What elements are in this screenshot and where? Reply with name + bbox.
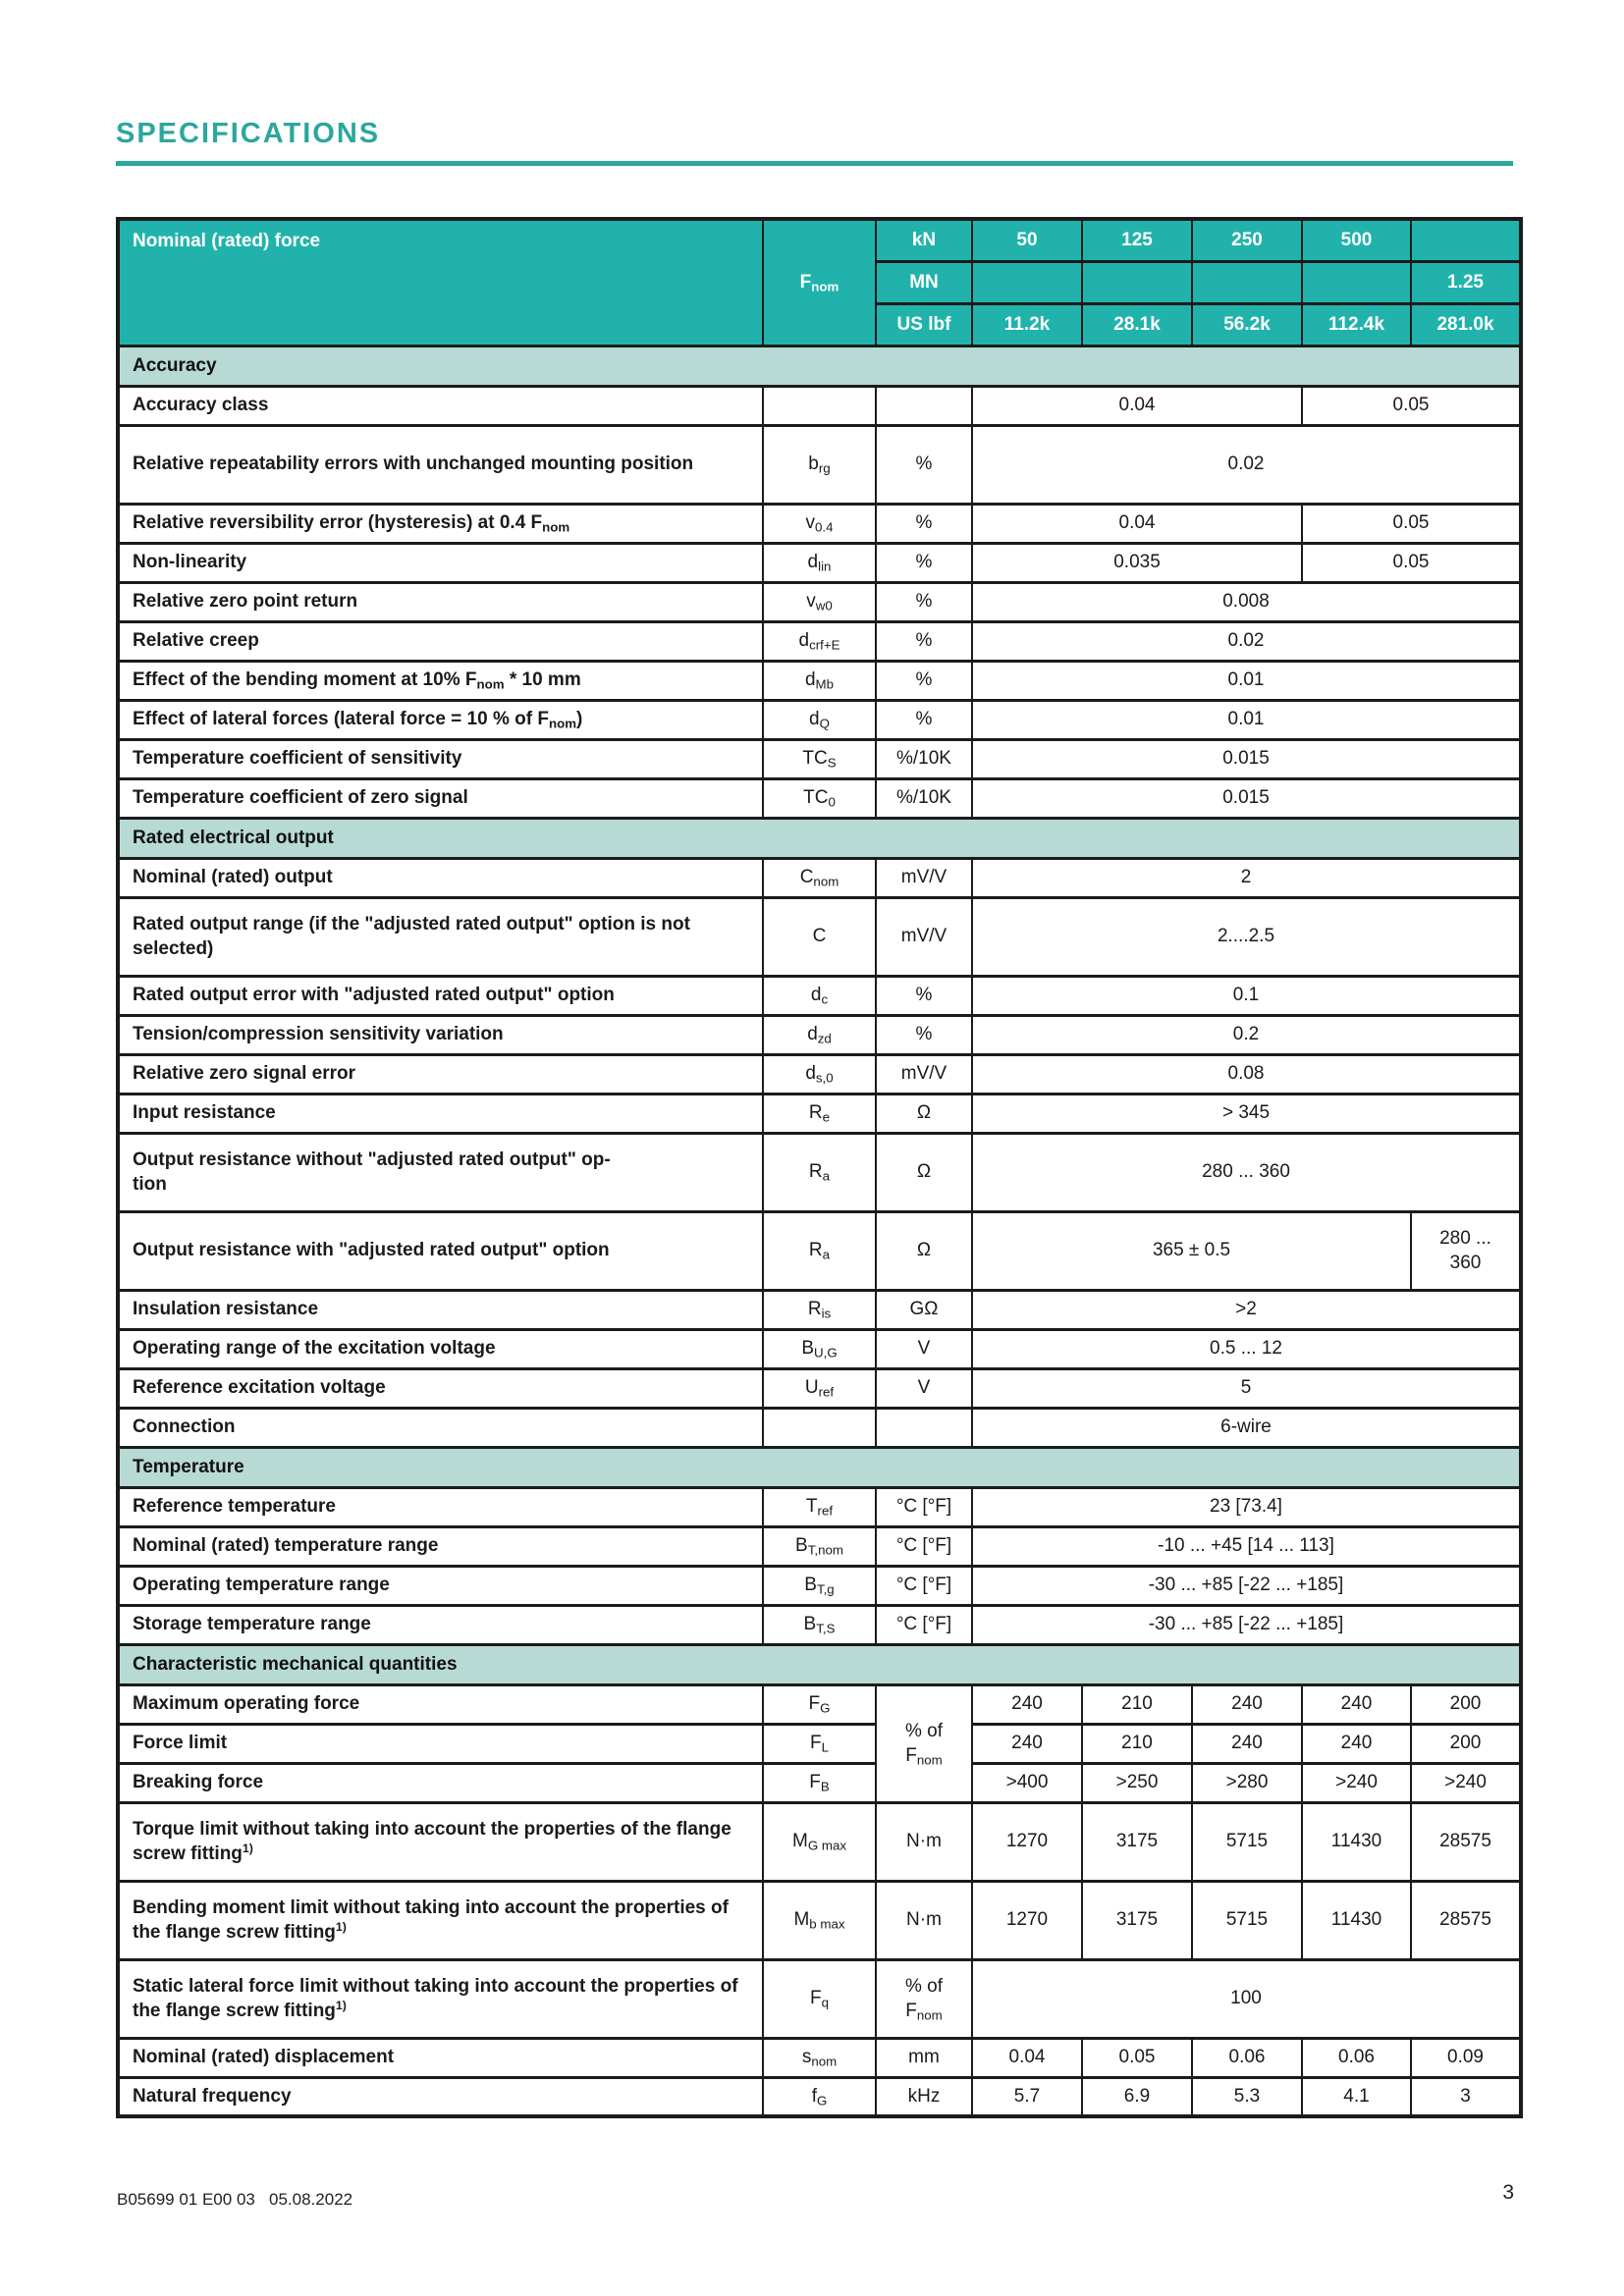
symbol-cell: $v_{0.4}$ xyxy=(763,504,876,543)
value-cell: >280 xyxy=(1192,1763,1302,1802)
value-cell: 200 xyxy=(1411,1724,1521,1763)
spec-row xyxy=(118,1368,1521,1408)
header-value-cell xyxy=(972,261,1082,303)
header-value-cell xyxy=(1411,219,1521,261)
spec-label-cell: Reference temperature xyxy=(118,1487,763,1526)
symbol-cell: $U_{ref}$ xyxy=(763,1368,876,1408)
header-label-cell: Nominal (rated) force xyxy=(118,219,763,346)
value-cell: 240 xyxy=(972,1724,1082,1763)
value-cell: 0.02 xyxy=(972,621,1521,661)
unit-cell: GΩ xyxy=(876,1290,972,1329)
symbol-cell: $R_a$ xyxy=(763,1211,876,1290)
spec-row xyxy=(118,386,1521,425)
value-cell: 240 xyxy=(1302,1684,1411,1724)
value-cell: 0.015 xyxy=(972,739,1521,778)
value-cell: 0.5 ... 12 xyxy=(972,1329,1521,1368)
value-cell: 0.035 xyxy=(972,543,1302,582)
spec-label-cell: Relative reversibility error (hysteresis) at 0.4 $F_{nom}$ xyxy=(118,504,763,543)
value-cell: 100 xyxy=(972,1959,1521,2038)
value-cell: 5715 xyxy=(1192,1802,1302,1881)
value-cell: 2....2.5 xyxy=(972,897,1521,976)
unit-cell: % xyxy=(876,976,972,1015)
symbol-cell: $f_G$ xyxy=(763,2077,876,2116)
section-header-row xyxy=(118,1447,1521,1487)
spec-label-cell: Relative zero signal error xyxy=(118,1054,763,1094)
symbol-cell: $d_Q$ xyxy=(763,700,876,739)
spec-row xyxy=(118,543,1521,582)
specifications-table xyxy=(116,217,1523,2118)
spec-label-cell: Operating temperature range xyxy=(118,1566,763,1605)
unit-cell: % xyxy=(876,700,972,739)
value-cell: 210 xyxy=(1082,1684,1192,1724)
unit-cell: % xyxy=(876,1015,972,1054)
header-value-cell: 500 xyxy=(1302,219,1411,261)
value-cell: 0.09 xyxy=(1411,2038,1521,2077)
spec-label-cell: Accuracy class xyxy=(118,386,763,425)
spec-row xyxy=(118,1684,1521,1724)
unit-cell xyxy=(876,386,972,425)
document-number: B05699 01 E00 03 05.08.2022 xyxy=(117,2190,353,2209)
header-value-cell: 281.0k xyxy=(1411,303,1521,346)
value-cell: 23 [73.4] xyxy=(972,1487,1521,1526)
unit-cell: % xyxy=(876,661,972,700)
spec-row xyxy=(118,1211,1521,1290)
symbol-cell: $M_{G max}$ xyxy=(763,1802,876,1881)
spec-row xyxy=(118,2038,1521,2077)
symbol-cell: $d_{lin}$ xyxy=(763,543,876,582)
spec-label-cell: Relative repeatability errors with unchanged mounting position xyxy=(118,425,763,504)
value-cell: 0.08 xyxy=(972,1054,1521,1094)
unit-cell: % xyxy=(876,582,972,621)
symbol-cell: $T_{ref}$ xyxy=(763,1487,876,1526)
spec-label-cell: Bending moment limit without taking into account the properties of the flange screw fitting$^{1)}$ xyxy=(118,1881,763,1959)
spec-row xyxy=(118,1959,1521,2038)
header-value-cell xyxy=(1192,261,1302,303)
symbol-cell: $B_{T,nom}$ xyxy=(763,1526,876,1566)
symbol-cell: $C_{nom}$ xyxy=(763,858,876,897)
spec-label-cell: Connection xyxy=(118,1408,763,1447)
value-cell: 0.02 xyxy=(972,425,1521,504)
value-cell: -30 ... +85 [-22 ... +185] xyxy=(972,1605,1521,1644)
title-underline xyxy=(116,161,1513,166)
value-cell: 11430 xyxy=(1302,1802,1411,1881)
spec-row xyxy=(118,1329,1521,1368)
spec-row xyxy=(118,1566,1521,1605)
spec-label-cell: Natural frequency xyxy=(118,2077,763,2116)
symbol-cell: $B_{T,S}$ xyxy=(763,1605,876,1644)
unit-cell: °C [°F] xyxy=(876,1487,972,1526)
section-header-cell: Accuracy xyxy=(118,346,1521,386)
spec-row xyxy=(118,1015,1521,1054)
spec-row xyxy=(118,1763,1521,1802)
unit-cell: Ω xyxy=(876,1133,972,1211)
header-symbol-cell: $F_{nom}$ xyxy=(763,219,876,346)
value-cell: >2 xyxy=(972,1290,1521,1329)
unit-cell: % xyxy=(876,621,972,661)
value-cell: 3175 xyxy=(1082,1802,1192,1881)
value-cell: 280 ... 360 xyxy=(1411,1211,1521,1290)
unit-cell: °C [°F] xyxy=(876,1566,972,1605)
unit-cell: mV/V xyxy=(876,858,972,897)
spec-row xyxy=(118,661,1521,700)
spec-label-cell: Temperature coefficient of sensitivity xyxy=(118,739,763,778)
header-unit-cell: US lbf xyxy=(876,303,972,346)
spec-row xyxy=(118,1408,1521,1447)
spec-row xyxy=(118,1881,1521,1959)
header-unit-cell: kN xyxy=(876,219,972,261)
symbol-cell: $F_G$ xyxy=(763,1684,876,1724)
symbol-cell: $B_{T,g}$ xyxy=(763,1566,876,1605)
spec-row xyxy=(118,1487,1521,1526)
value-cell: >400 xyxy=(972,1763,1082,1802)
header-value-cell: 50 xyxy=(972,219,1082,261)
value-cell: 240 xyxy=(1192,1724,1302,1763)
value-cell: 1270 xyxy=(972,1802,1082,1881)
value-cell: 0.05 xyxy=(1302,386,1521,425)
value-cell: -30 ... +85 [-22 ... +185] xyxy=(972,1566,1521,1605)
value-cell: -10 ... +45 [14 ... 113] xyxy=(972,1526,1521,1566)
unit-cell: % of $F_{nom}$ xyxy=(876,1959,972,2038)
value-cell: 0.05 xyxy=(1302,504,1521,543)
unit-cell: V xyxy=(876,1368,972,1408)
spec-row xyxy=(118,1290,1521,1329)
value-cell: 210 xyxy=(1082,1724,1192,1763)
unit-cell: V xyxy=(876,1329,972,1368)
spec-label-cell: Temperature coefficient of zero signal xyxy=(118,778,763,818)
header-value-cell: 11.2k xyxy=(972,303,1082,346)
value-cell: 2 xyxy=(972,858,1521,897)
unit-cell xyxy=(876,1408,972,1447)
symbol-cell: $d_{zd}$ xyxy=(763,1015,876,1054)
value-cell: 0.1 xyxy=(972,976,1521,1015)
value-cell: 0.04 xyxy=(972,2038,1082,2077)
value-cell: 240 xyxy=(972,1684,1082,1724)
spec-row xyxy=(118,582,1521,621)
symbol-cell xyxy=(763,386,876,425)
value-cell: 240 xyxy=(1192,1684,1302,1724)
spec-label-cell: Relative creep xyxy=(118,621,763,661)
header-value-cell: 56.2k xyxy=(1192,303,1302,346)
value-cell: 0.2 xyxy=(972,1015,1521,1054)
spec-row xyxy=(118,1094,1521,1133)
spec-label-cell: Static lateral force limit without taking into account the properties of the flange screw fitting$^{1)}$ xyxy=(118,1959,763,2038)
value-cell: 0.04 xyxy=(972,504,1302,543)
unit-cell: % of $F_{nom}$ xyxy=(876,1684,972,1802)
value-cell: 0.06 xyxy=(1302,2038,1411,2077)
value-cell: >240 xyxy=(1411,1763,1521,1802)
value-cell: 280 ... 360 xyxy=(972,1133,1521,1211)
symbol-cell xyxy=(763,1408,876,1447)
symbol-cell: $TC_0$ xyxy=(763,778,876,818)
spec-row xyxy=(118,1526,1521,1566)
spec-label-cell: Nominal (rated) output xyxy=(118,858,763,897)
value-cell: 0.01 xyxy=(972,661,1521,700)
spec-label-cell: Input resistance xyxy=(118,1094,763,1133)
unit-cell: N·m xyxy=(876,1802,972,1881)
spec-row xyxy=(118,621,1521,661)
value-cell: 200 xyxy=(1411,1684,1521,1724)
value-cell: 0.01 xyxy=(972,700,1521,739)
spec-row xyxy=(118,976,1521,1015)
unit-cell: kHz xyxy=(876,2077,972,2116)
value-cell: 0.015 xyxy=(972,778,1521,818)
value-cell: 3 xyxy=(1411,2077,1521,2116)
value-cell: 5.3 xyxy=(1192,2077,1302,2116)
value-cell: 6-wire xyxy=(972,1408,1521,1447)
unit-cell: Ω xyxy=(876,1211,972,1290)
value-cell: 28575 xyxy=(1411,1802,1521,1881)
unit-cell: % xyxy=(876,504,972,543)
header-value-cell: 250 xyxy=(1192,219,1302,261)
symbol-cell: $F_B$ xyxy=(763,1763,876,1802)
spec-label-cell: Force limit xyxy=(118,1724,763,1763)
section-header-row xyxy=(118,1644,1521,1684)
value-cell: >240 xyxy=(1302,1763,1411,1802)
value-cell: 0.05 xyxy=(1082,2038,1192,2077)
symbol-cell: $F_q$ xyxy=(763,1959,876,2038)
section-header-cell: Temperature xyxy=(118,1447,1521,1487)
header-value-cell: 1.25 xyxy=(1411,261,1521,303)
symbol-cell: $R_a$ xyxy=(763,1133,876,1211)
spec-label-cell: Maximum operating force xyxy=(118,1684,763,1724)
spec-label-cell: Reference excitation voltage xyxy=(118,1368,763,1408)
spec-row xyxy=(118,1802,1521,1881)
symbol-cell: $v_{w0}$ xyxy=(763,582,876,621)
value-cell: 5.7 xyxy=(972,2077,1082,2116)
page-number: 3 xyxy=(1502,2181,1514,2204)
value-cell: 0.06 xyxy=(1192,2038,1302,2077)
value-cell: 11430 xyxy=(1302,1881,1411,1959)
unit-cell: Ω xyxy=(876,1094,972,1133)
spec-label-cell: Nominal (rated) displacement xyxy=(118,2038,763,2077)
symbol-cell: $R_e$ xyxy=(763,1094,876,1133)
section-header-row xyxy=(118,818,1521,858)
spec-label-cell: Output resistance with "adjusted rated output" option xyxy=(118,1211,763,1290)
header-value-cell xyxy=(1082,261,1192,303)
symbol-cell: C xyxy=(763,897,876,976)
section-header-cell: Rated electrical output xyxy=(118,818,1521,858)
header-value-cell: 28.1k xyxy=(1082,303,1192,346)
header-value-cell xyxy=(1302,261,1411,303)
spec-row xyxy=(118,858,1521,897)
unit-cell: °C [°F] xyxy=(876,1526,972,1566)
symbol-cell: $F_L$ xyxy=(763,1724,876,1763)
value-cell: 0.05 xyxy=(1302,543,1521,582)
unit-cell: mV/V xyxy=(876,897,972,976)
spec-label-cell: Effect of the bending moment at 10% $F_{nom} * 10$ mm xyxy=(118,661,763,700)
symbol-cell: $d_{s,0}$ xyxy=(763,1054,876,1094)
spec-label-cell: Tension/compression sensitivity variation xyxy=(118,1015,763,1054)
symbol-cell: $R_{is}$ xyxy=(763,1290,876,1329)
unit-cell: mV/V xyxy=(876,1054,972,1094)
spec-row xyxy=(118,739,1521,778)
header-value-cell: 112.4k xyxy=(1302,303,1411,346)
spec-row xyxy=(118,1054,1521,1094)
value-cell: >250 xyxy=(1082,1763,1192,1802)
value-cell: 1270 xyxy=(972,1881,1082,1959)
spec-label-cell: Relative zero point return xyxy=(118,582,763,621)
unit-cell: %/10K xyxy=(876,739,972,778)
spec-row xyxy=(118,2077,1521,2116)
symbol-cell: $d_c$ xyxy=(763,976,876,1015)
spec-label-cell: Effect of lateral forces (lateral force = 10 % of $F_{nom}$) xyxy=(118,700,763,739)
spec-label-cell: Torque limit without taking into account the properties of the flange screw fitting$^{1)}$ xyxy=(118,1802,763,1881)
section-header-cell: Characteristic mechanical quantities xyxy=(118,1644,1521,1684)
value-cell: 28575 xyxy=(1411,1881,1521,1959)
spec-row xyxy=(118,1724,1521,1763)
symbol-cell: $B_{U,G}$ xyxy=(763,1329,876,1368)
spec-label-cell: Breaking force xyxy=(118,1763,763,1802)
value-cell: 365 ± 0.5 xyxy=(972,1211,1411,1290)
value-cell: 0.04 xyxy=(972,386,1302,425)
symbol-cell: $TC_S$ xyxy=(763,739,876,778)
spec-label-cell: Insulation resistance xyxy=(118,1290,763,1329)
page-title: SPECIFICATIONS xyxy=(116,118,381,149)
symbol-cell: $d_{Mb}$ xyxy=(763,661,876,700)
value-cell: 4.1 xyxy=(1302,2077,1411,2116)
spec-row xyxy=(118,897,1521,976)
unit-cell: N·m xyxy=(876,1881,972,1959)
spec-label-cell: Rated output range (if the "adjusted rated output" option is not selected) xyxy=(118,897,763,976)
symbol-cell: $b_{rg}$ xyxy=(763,425,876,504)
table-header-row xyxy=(118,219,1521,261)
unit-cell: mm xyxy=(876,2038,972,2077)
page-content xyxy=(116,0,1513,2118)
value-cell: 5 xyxy=(972,1368,1521,1408)
header-value-cell: 125 xyxy=(1082,219,1192,261)
spec-label-cell: Nominal (rated) temperature range xyxy=(118,1526,763,1566)
spec-row xyxy=(118,1605,1521,1644)
spec-row xyxy=(118,504,1521,543)
spec-label-cell: Storage temperature range xyxy=(118,1605,763,1644)
spec-label-cell: Non-linearity xyxy=(118,543,763,582)
spec-row xyxy=(118,1133,1521,1211)
value-cell: 240 xyxy=(1302,1724,1411,1763)
value-cell: 0.008 xyxy=(972,582,1521,621)
symbol-cell: $s_{nom}$ xyxy=(763,2038,876,2077)
spec-row xyxy=(118,778,1521,818)
value-cell: 5715 xyxy=(1192,1881,1302,1959)
spec-row xyxy=(118,425,1521,504)
unit-cell: °C [°F] xyxy=(876,1605,972,1644)
spec-label-cell: Output resistance without "adjusted rated output" op- tion xyxy=(118,1133,763,1211)
unit-cell: %/10K xyxy=(876,778,972,818)
value-cell: 3175 xyxy=(1082,1881,1192,1959)
unit-cell: % xyxy=(876,425,972,504)
spec-label-cell: Operating range of the excitation voltage xyxy=(118,1329,763,1368)
spec-row xyxy=(118,700,1521,739)
section-header-row xyxy=(118,346,1521,386)
value-cell: 6.9 xyxy=(1082,2077,1192,2116)
symbol-cell: $d_{crf+E}$ xyxy=(763,621,876,661)
value-cell: > 345 xyxy=(972,1094,1521,1133)
unit-cell: % xyxy=(876,543,972,582)
symbol-cell: $M_{b max}$ xyxy=(763,1881,876,1959)
spec-label-cell: Rated output error with "adjusted rated output" option xyxy=(118,976,763,1015)
header-unit-cell: MN xyxy=(876,261,972,303)
